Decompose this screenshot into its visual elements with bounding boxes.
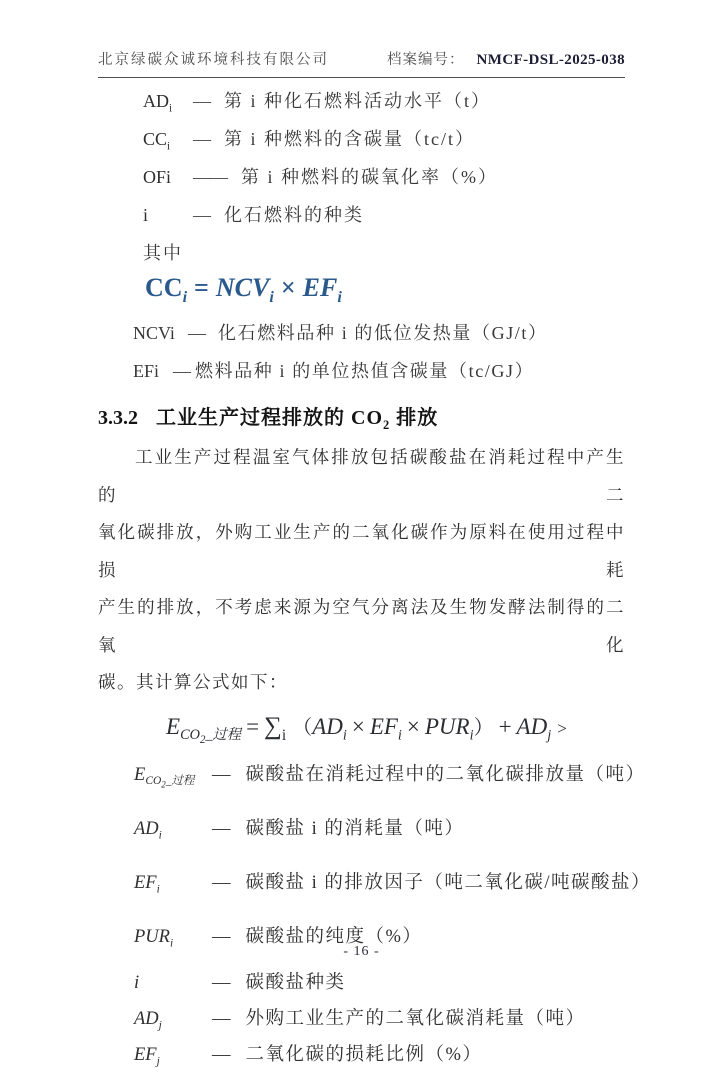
definition-row-ofi bbox=[143, 164, 625, 190]
symbol-term: $PUR_i$ bbox=[134, 926, 174, 950]
multiply-sign: × bbox=[280, 273, 296, 302]
definition-row-adi bbox=[143, 88, 625, 114]
symbol-term: $CC_i$ bbox=[143, 129, 171, 153]
close-paren: ） bbox=[473, 716, 494, 739]
symbol-term: i bbox=[134, 972, 140, 993]
symbol-description: 化石燃料品种 i 的低位发热量（GJ/t） bbox=[218, 323, 548, 343]
symbol-term: $AD_i$ bbox=[134, 818, 162, 842]
formula-cc-equation bbox=[145, 268, 625, 308]
definition-row-adi bbox=[134, 814, 625, 844]
formula-pur: $PUR_i$ bbox=[424, 713, 474, 744]
symbol-description: 碳酸盐 i 的排放因子（吨二氧化碳/吨碳酸盐） bbox=[245, 872, 652, 893]
definition-row-e-process bbox=[134, 760, 646, 790]
formula-ef: $EF_i$ bbox=[369, 713, 402, 744]
process-definitions bbox=[98, 760, 652, 1070]
section-heading bbox=[98, 404, 625, 432]
among-label: 其中 bbox=[143, 243, 183, 263]
multiply-sign: × bbox=[351, 713, 365, 739]
definition-row-ncvi bbox=[133, 320, 625, 346]
symbol-description: 二氧化碳的损耗比例（%） bbox=[245, 1044, 483, 1065]
symbol-term: $AD_j$ bbox=[134, 1008, 162, 1032]
em-dash: — bbox=[193, 129, 210, 149]
formula-adj: $AD_j$ bbox=[516, 713, 552, 744]
em-dash: —— bbox=[193, 167, 227, 187]
em-dash: — bbox=[212, 1008, 230, 1029]
definition-row-efi bbox=[134, 868, 652, 898]
symbol-term: EFi bbox=[133, 361, 160, 381]
em-dash: — bbox=[212, 1044, 230, 1065]
definition-row-i bbox=[134, 968, 625, 998]
em-dash: — bbox=[212, 926, 230, 947]
symbol-description: 碳酸盐种类 bbox=[245, 972, 346, 993]
formula-ad: $AD_i$ bbox=[312, 713, 347, 744]
trailing-glyph: > bbox=[556, 718, 568, 738]
symbol-term: NCVi bbox=[133, 323, 175, 343]
company-name: 北京绿碳众诚环境科技有限公司 bbox=[98, 52, 329, 68]
paragraph-line: 产生的排放，不考虑来源为空气分离法及生物发酵法制得的二氧化 bbox=[98, 597, 625, 655]
open-paren: （ bbox=[292, 716, 313, 739]
symbol-description: 外购工业生产的二氧化碳消耗量（吨） bbox=[245, 1008, 586, 1029]
symbol-description: 燃料品种 i 的单位热值含碳量（tc/GJ） bbox=[195, 361, 535, 381]
symbol-description: 第 i 种燃料的碳氧化率（%） bbox=[241, 167, 498, 187]
equals-sign: = bbox=[246, 713, 260, 739]
archive-number: NMCF-DSL-2025-038 bbox=[476, 52, 625, 68]
symbol-term: $EF_j$ bbox=[134, 1044, 160, 1068]
formula-ef: $EF_i$ bbox=[302, 273, 342, 307]
symbol-description: 碳酸盐的纯度（%） bbox=[245, 926, 423, 947]
em-dash: — bbox=[212, 818, 230, 839]
symbol-term: OFi bbox=[143, 167, 172, 187]
section-title: 工业生产过程排放的 $CO_2$ 排放 bbox=[156, 407, 439, 432]
definition-row-efj bbox=[134, 1040, 625, 1070]
em-dash: — bbox=[193, 91, 210, 111]
archive-label: 档案编号： bbox=[387, 52, 465, 68]
symbol-term: i bbox=[143, 205, 149, 225]
symbol-description: 第 i 种化石燃料活动水平（t） bbox=[224, 91, 492, 111]
em-dash: — bbox=[173, 361, 191, 381]
definition-row-efi bbox=[133, 358, 625, 384]
formula-e-process-equation bbox=[166, 706, 625, 748]
symbol-description: 第 i 种燃料的含碳量（tc/t） bbox=[224, 129, 475, 149]
page-header bbox=[98, 48, 625, 78]
definition-row-adj bbox=[134, 1004, 625, 1034]
em-dash: — bbox=[193, 205, 210, 225]
symbol-description: 碳酸盐 i 的消耗量（吨） bbox=[245, 818, 465, 839]
paragraph-line: 氧化碳排放，外购工业生产的二氧化碳作为原料在使用过程中损耗 bbox=[98, 522, 625, 580]
symbol-term: $EF_i$ bbox=[134, 872, 160, 896]
archive-field bbox=[387, 48, 625, 69]
document-body bbox=[98, 88, 652, 1076]
summation-symbol: $\sum_i$ bbox=[264, 712, 287, 744]
symbol-term: $AD_i$ bbox=[143, 91, 173, 115]
page-number: - 16 - bbox=[343, 944, 380, 959]
section-number: 3.3.2 bbox=[98, 407, 138, 429]
paragraph-line: 碳。其计算公式如下： bbox=[98, 672, 288, 692]
em-dash: — bbox=[188, 323, 206, 343]
symbol-description: 化石燃料的种类 bbox=[224, 205, 364, 225]
em-dash: — bbox=[212, 872, 230, 893]
body-paragraph bbox=[98, 439, 625, 702]
formula-e-lhs: $E_{CO_2\_过程}$ bbox=[166, 713, 242, 746]
formula-ncv: $NCV_i$ bbox=[215, 273, 274, 307]
symbol-description: 碳酸盐在消耗过程中的二氧化碳排放量（吨） bbox=[245, 764, 646, 785]
paragraph-line: 工业生产过程温室气体排放包括碳酸盐在消耗过程中产生的二 bbox=[98, 447, 625, 505]
symbol-term: $E_{CO_2\_过程}$ bbox=[134, 764, 195, 790]
em-dash: — bbox=[212, 764, 230, 785]
definition-row-i bbox=[143, 202, 625, 228]
em-dash: — bbox=[212, 972, 230, 993]
definition-row-cci bbox=[143, 126, 625, 152]
multiply-sign: × bbox=[406, 713, 420, 739]
formula-lhs: $CC_i$ bbox=[145, 273, 188, 307]
plus-sign: + bbox=[498, 713, 512, 739]
equals-sign: = bbox=[194, 273, 209, 302]
